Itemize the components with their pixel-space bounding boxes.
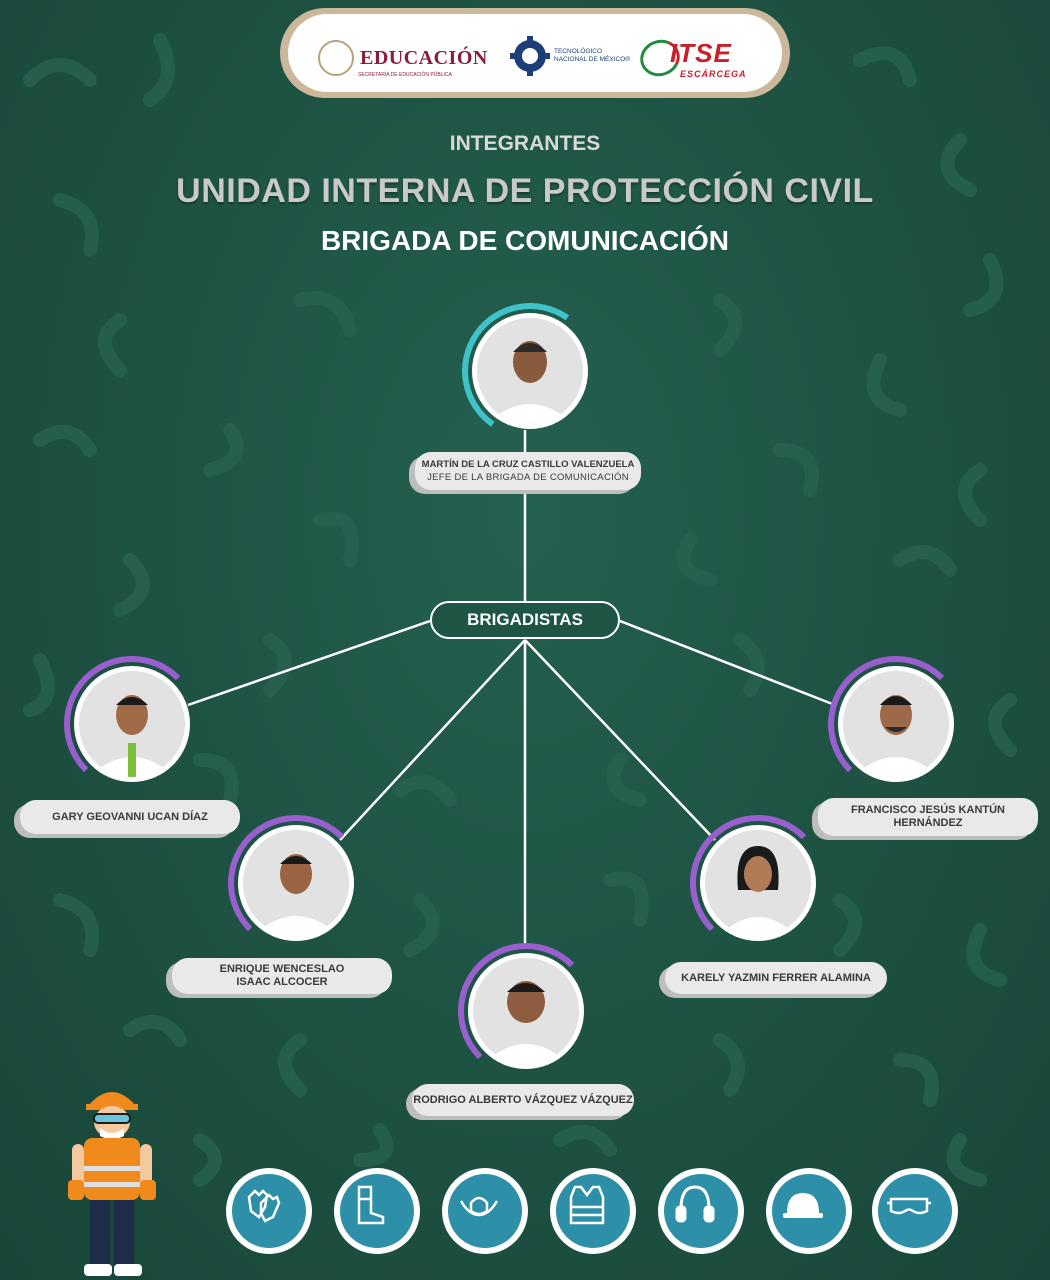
member-name-4: KARELY YAZMIN FERRER ALAMINA	[681, 971, 871, 984]
member-photo-5	[838, 666, 954, 782]
gear-icon	[510, 36, 550, 76]
member-photo-1	[74, 666, 190, 782]
member-label-2	[172, 958, 392, 994]
logo-banner	[280, 8, 790, 98]
helmet-icon	[766, 1168, 852, 1254]
mask-icon	[442, 1168, 528, 1254]
boots-icon	[334, 1168, 420, 1254]
itse-logo-text: ITSE	[670, 38, 732, 68]
member-name-3: RODRIGO ALBERTO VÁZQUEZ VÁZQUEZ	[413, 1093, 633, 1106]
member-name-5a: FRANCISCO JESÚS KANTÚN	[850, 804, 1005, 816]
member-label-4	[665, 962, 887, 994]
safety-worker-illustration	[62, 1078, 162, 1278]
person-avatar-icon	[477, 318, 583, 424]
brigade-title: BRIGADA DE COMUNICACIÓN	[320, 225, 730, 256]
person-avatar-icon	[473, 958, 579, 1064]
page-title: UNIDAD INTERNA DE PROTECCIÓN CIVIL	[176, 172, 874, 210]
tecnm-logo	[510, 36, 630, 76]
ear-protection-icon	[658, 1168, 744, 1254]
chief-name: MARTÍN DE LA CRUZ CASTILLO VALENZUELA	[421, 459, 635, 470]
chief-photo	[472, 313, 588, 429]
person-avatar-icon	[705, 830, 811, 936]
goggles-icon	[872, 1168, 958, 1254]
member-label-5	[818, 798, 1038, 836]
tecnm-line-1: TECNOLÓGICO	[554, 48, 603, 55]
chief-role: JEFE DE LA BRIGADA DE COMUNICACIÓN	[427, 472, 629, 483]
tecnm-line-2: NACIONAL DE MÉXICO®	[554, 56, 631, 63]
member-photo-4	[700, 825, 816, 941]
member-name-2a: ENRIQUE WENCESLAO	[219, 963, 345, 975]
sep-logo	[318, 40, 488, 76]
member-photo-3	[468, 953, 584, 1069]
brigadistas-node: BRIGADISTAS	[430, 601, 620, 639]
sep-logo-text: EDUCACIÓN	[360, 46, 488, 69]
eagle-seal-icon	[318, 40, 354, 76]
member-name-5b: HERNÁNDEZ	[893, 817, 963, 829]
gloves-icon	[226, 1168, 312, 1254]
itse-logo-subtext: ESCÁRCEGA	[680, 69, 747, 79]
vest-icon	[550, 1168, 636, 1254]
itse-logo	[640, 38, 747, 79]
member-name-2b: ISAAC ALCOCER	[236, 976, 328, 988]
member-label-1	[20, 800, 240, 834]
person-avatar-icon	[843, 671, 949, 777]
person-avatar-icon	[243, 830, 349, 936]
member-name-1: GARY GEOVANNI UCAN DÍAZ	[52, 810, 208, 823]
member-photo-2	[238, 825, 354, 941]
chief-label	[415, 452, 641, 490]
sep-logo-subtext: SECRETARÍA DE EDUCACIÓN PÚBLICA	[358, 72, 452, 78]
person-avatar-icon	[79, 671, 185, 777]
subtitle: INTEGRANTES	[449, 132, 601, 155]
member-label-3	[412, 1084, 634, 1116]
